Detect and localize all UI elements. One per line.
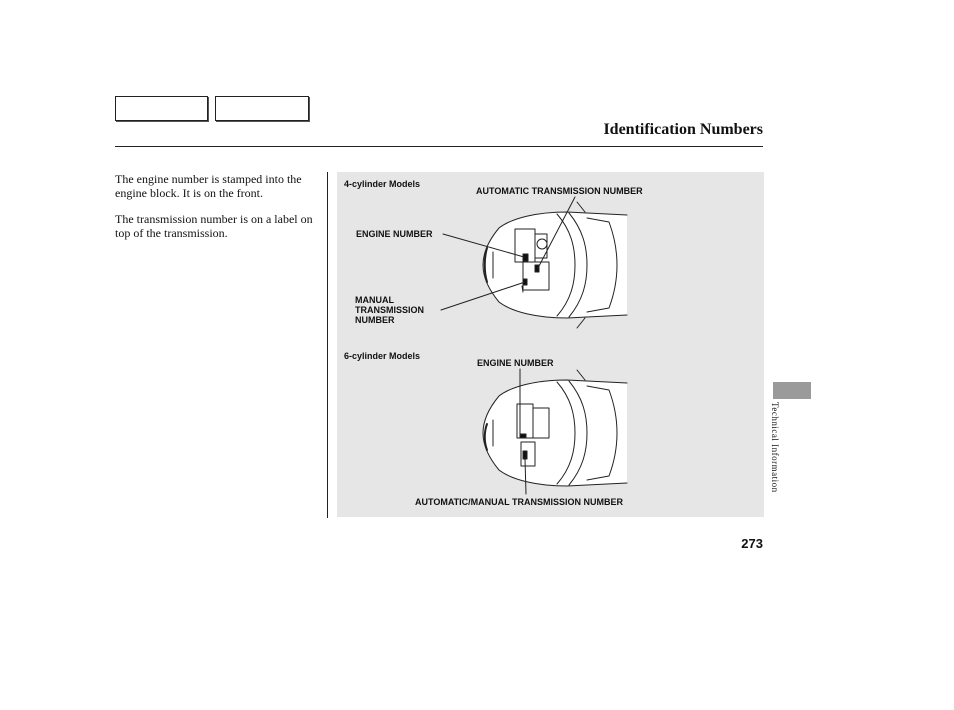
nav-button-next[interactable] [215,96,309,121]
label-engine-number-4cyl: ENGINE NUMBER [356,229,433,239]
page-number: 273 [741,536,763,551]
label-automatic-transmission-number-4cyl: AUTOMATIC TRANSMISSION NUMBER [476,186,643,196]
id-numbers-figure [337,172,764,517]
title-divider [115,146,763,147]
page-title: Identification Numbers [603,121,763,138]
transmission-number-paragraph: The transmission number is on a label on top of the transmission. [115,212,313,240]
label-automatic-manual-transmission-number-6cyl: AUTOMATIC/MANUAL TRANSMISSION NUMBER [415,497,623,507]
section-tab-marker [773,382,811,399]
engine-number-paragraph: The engine number is stamped into the engine block. It is on the front. [115,172,302,200]
section-side-label: Technical Information [770,402,780,493]
section-label-6-cylinder: 6-cylinder Models [344,351,421,361]
nav-button-previous[interactable] [115,96,208,121]
label-engine-number-6cyl: ENGINE NUMBER [477,358,554,368]
car-diagram-illustration [337,172,764,517]
section-label-4-cylinder: 4-cylinder Models [344,179,421,189]
column-divider [327,172,328,518]
label-manual-transmission-number-4cyl: MANUAL TRANSMISSION NUMBER [355,295,425,325]
